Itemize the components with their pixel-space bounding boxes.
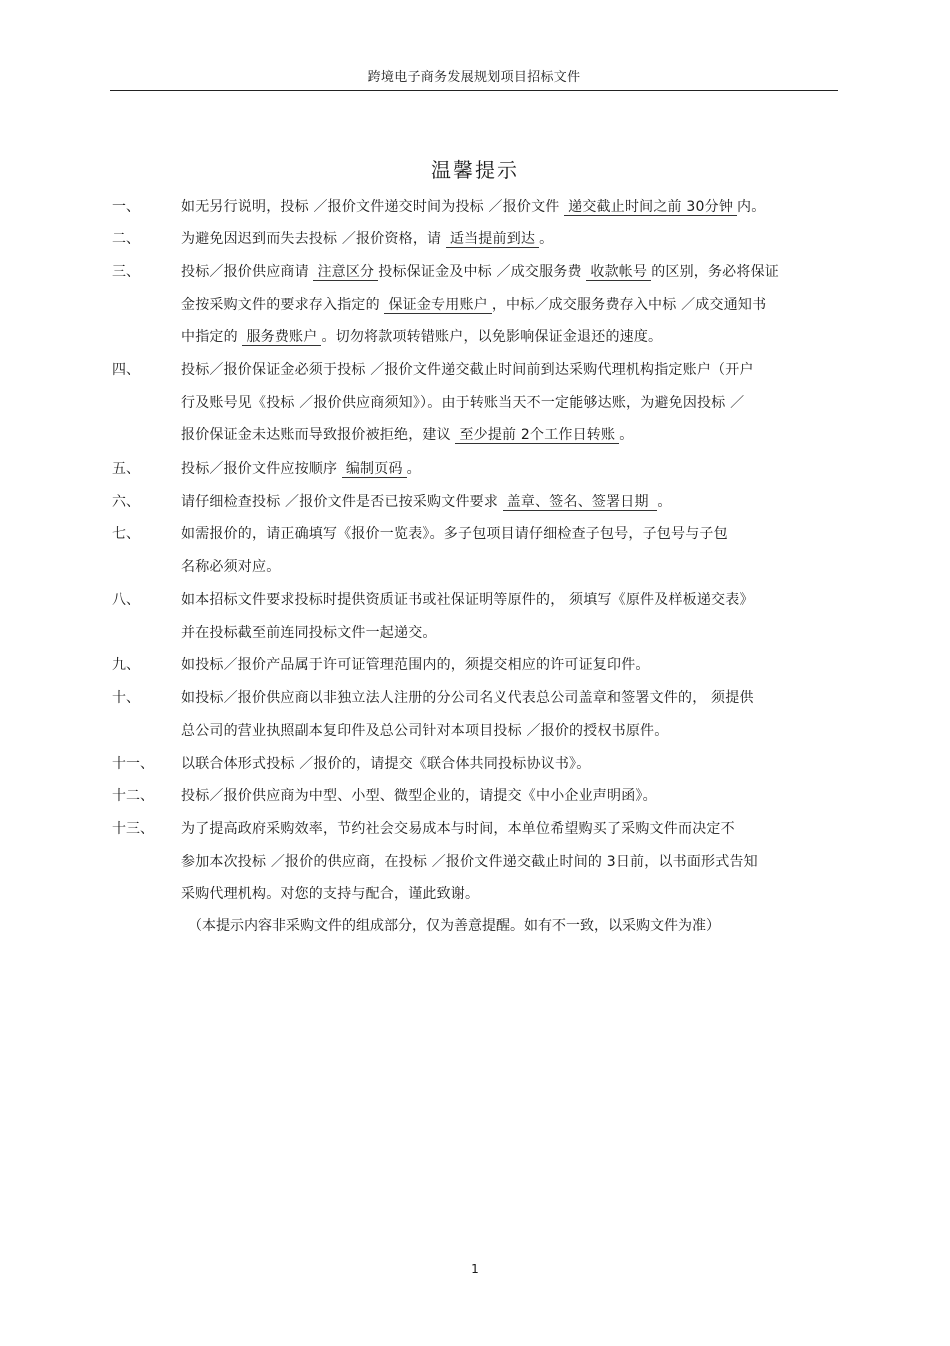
tip-text: 以联合体形式投标 ／报价的，请提交《联合体共同投标协议书》。: [181, 756, 591, 772]
tip-text: 并在投标截至前连同投标文件一起递交。: [181, 624, 437, 641]
tip-line: [181, 492, 672, 512]
tip-text: 如本招标文件要求投标时提供资质证书或社保证明等原件的， 须填写《原件及样板递交表》: [181, 592, 754, 608]
tip-line: [181, 721, 668, 741]
page-title: 温馨提示: [431, 158, 519, 182]
tip-number: 八、: [112, 592, 140, 608]
tip-line: [181, 688, 754, 708]
tip-text: 。: [657, 494, 672, 510]
tip-line: [181, 524, 728, 544]
tip-line: [181, 197, 765, 217]
tip-text: 采购代理机构。对您的支持与配合，谨此致谢。: [181, 886, 480, 902]
tip-line: [181, 393, 744, 413]
page-number: 1: [471, 1262, 479, 1276]
header-divider: [110, 90, 838, 91]
tip-text: 请仔细检查投标 ／报价文件是否已按采购文件要求: [181, 494, 503, 510]
tip-number: 九、: [112, 657, 140, 673]
tip-text: 如需报价的，请正确填写《报价一览表》。多子包项目请仔细检查子包号，子包号与子包: [181, 526, 728, 542]
tip-text: 金按采购文件的要求存入指定的: [181, 296, 385, 313]
tip-text: 的区别，务必将保证: [651, 264, 779, 280]
tip-line: [181, 327, 662, 347]
tip-number: 七、: [112, 526, 140, 542]
underlined-emphasis: 适当提前到达: [446, 231, 539, 248]
tip-line: [181, 852, 758, 872]
tip-line: [181, 819, 735, 839]
tip-number: 六、: [112, 494, 140, 510]
tip-line: [181, 786, 657, 806]
tip-line: [181, 557, 280, 577]
tip-line: [181, 754, 590, 774]
tip-number: 十一、: [112, 756, 154, 772]
tip-number: 四、: [112, 362, 140, 378]
tip-number: 十三、: [112, 821, 154, 837]
tip-text: 如投标／报价供应商以非独立法人注册的分公司名义代表总公司盖章和签署文件的， 须提供: [181, 690, 754, 706]
tip-line: [181, 623, 437, 643]
tip-text: 如投标／报价产品属于许可证管理范围内的，须提交相应的许可证复印件。: [181, 657, 650, 673]
underlined-emphasis: 递交截止时间之前 30分钟: [564, 199, 737, 216]
tip-line: [181, 884, 479, 904]
tip-text: 投标／报价保证金必须于投标 ／报价文件递交截止时间前到达采购代理机构指定账户（开户: [181, 362, 754, 378]
tip-text: 如无另行说明，投标 ／报价文件递交时间为投标 ／报价文件: [181, 199, 565, 215]
tip-number: 五、: [112, 461, 140, 477]
tip-text: 内。: [737, 199, 766, 215]
tip-text: 参加本次投标 ／报价的供应商，在投标 ／报价文件递交截止时间的 3日前，以书面形式告知: [181, 853, 758, 870]
underlined-emphasis: 盖章、签名、签署日期: [503, 494, 658, 511]
tip-text: 投标／报价文件应按顺序: [181, 461, 342, 477]
footnote: （本提示内容非采购文件的组成部分，仅为善意提醒。如有不一致，以采购文件为准）: [188, 918, 720, 934]
tip-number: 三、: [112, 264, 140, 280]
tip-text: ，中标／成交服务费存入中标 ／成交通知书: [491, 296, 767, 313]
underlined-emphasis: 注意区分: [313, 264, 378, 281]
tip-line: [181, 655, 650, 675]
tip-number: 一、: [112, 199, 140, 215]
underlined-emphasis: 至少提前 2个工作日转账: [455, 427, 619, 444]
tip-text: 为避免因迟到而失去投标 ／报价资格，请: [181, 231, 446, 247]
underlined-emphasis: 编制页码: [342, 461, 407, 478]
tip-text: 为了提高政府采购效率，节约社会交易成本与时间，本单位希望购买了采购文件而决定不: [181, 821, 735, 837]
tip-number: 十二、: [112, 788, 154, 804]
tip-line: [181, 295, 766, 315]
tip-text: 。: [619, 427, 634, 443]
tip-line: [181, 459, 421, 479]
tip-text: 中指定的: [181, 329, 243, 345]
tip-line: [181, 229, 553, 249]
underlined-emphasis: 保证金专用账户: [384, 297, 491, 314]
tip-text: 投标／报价供应商为中型、小型、微型企业的，请提交《中小企业声明函》。: [181, 788, 657, 804]
tip-text: 总公司的营业执照副本复印件及总公司针对本项目投标 ／报价的授权书原件。: [181, 722, 669, 739]
underlined-emphasis: 收款帐号: [586, 264, 651, 281]
tip-number: 二、: [112, 231, 140, 247]
tip-line: [181, 590, 754, 610]
tip-line: [181, 262, 779, 282]
tip-text: 名称必须对应。: [181, 558, 281, 575]
tip-line: [181, 425, 633, 445]
tip-text: 。: [539, 231, 554, 247]
tip-text: 投标保证金及中标 ／成交服务费: [378, 264, 587, 280]
page-header: 跨境电子商务发展规划项目招标文件: [367, 70, 581, 85]
tip-line: [181, 360, 754, 380]
tip-text: 投标／报价供应商请: [181, 264, 314, 280]
tip-text: 行及账号见《投标 ／报价供应商须知》）。由于转账当天不一定能够达账，为避免因投标 ／: [181, 394, 745, 411]
tip-text: 。: [406, 461, 421, 477]
tip-number: 十、: [112, 690, 140, 706]
tip-text: 报价保证金未达账而导致报价被拒绝，建议: [181, 427, 456, 443]
underlined-emphasis: 服务费账户: [242, 329, 321, 346]
tip-text: 。切勿将款项转错账户，以免影响保证金退还的速度。: [321, 329, 663, 345]
